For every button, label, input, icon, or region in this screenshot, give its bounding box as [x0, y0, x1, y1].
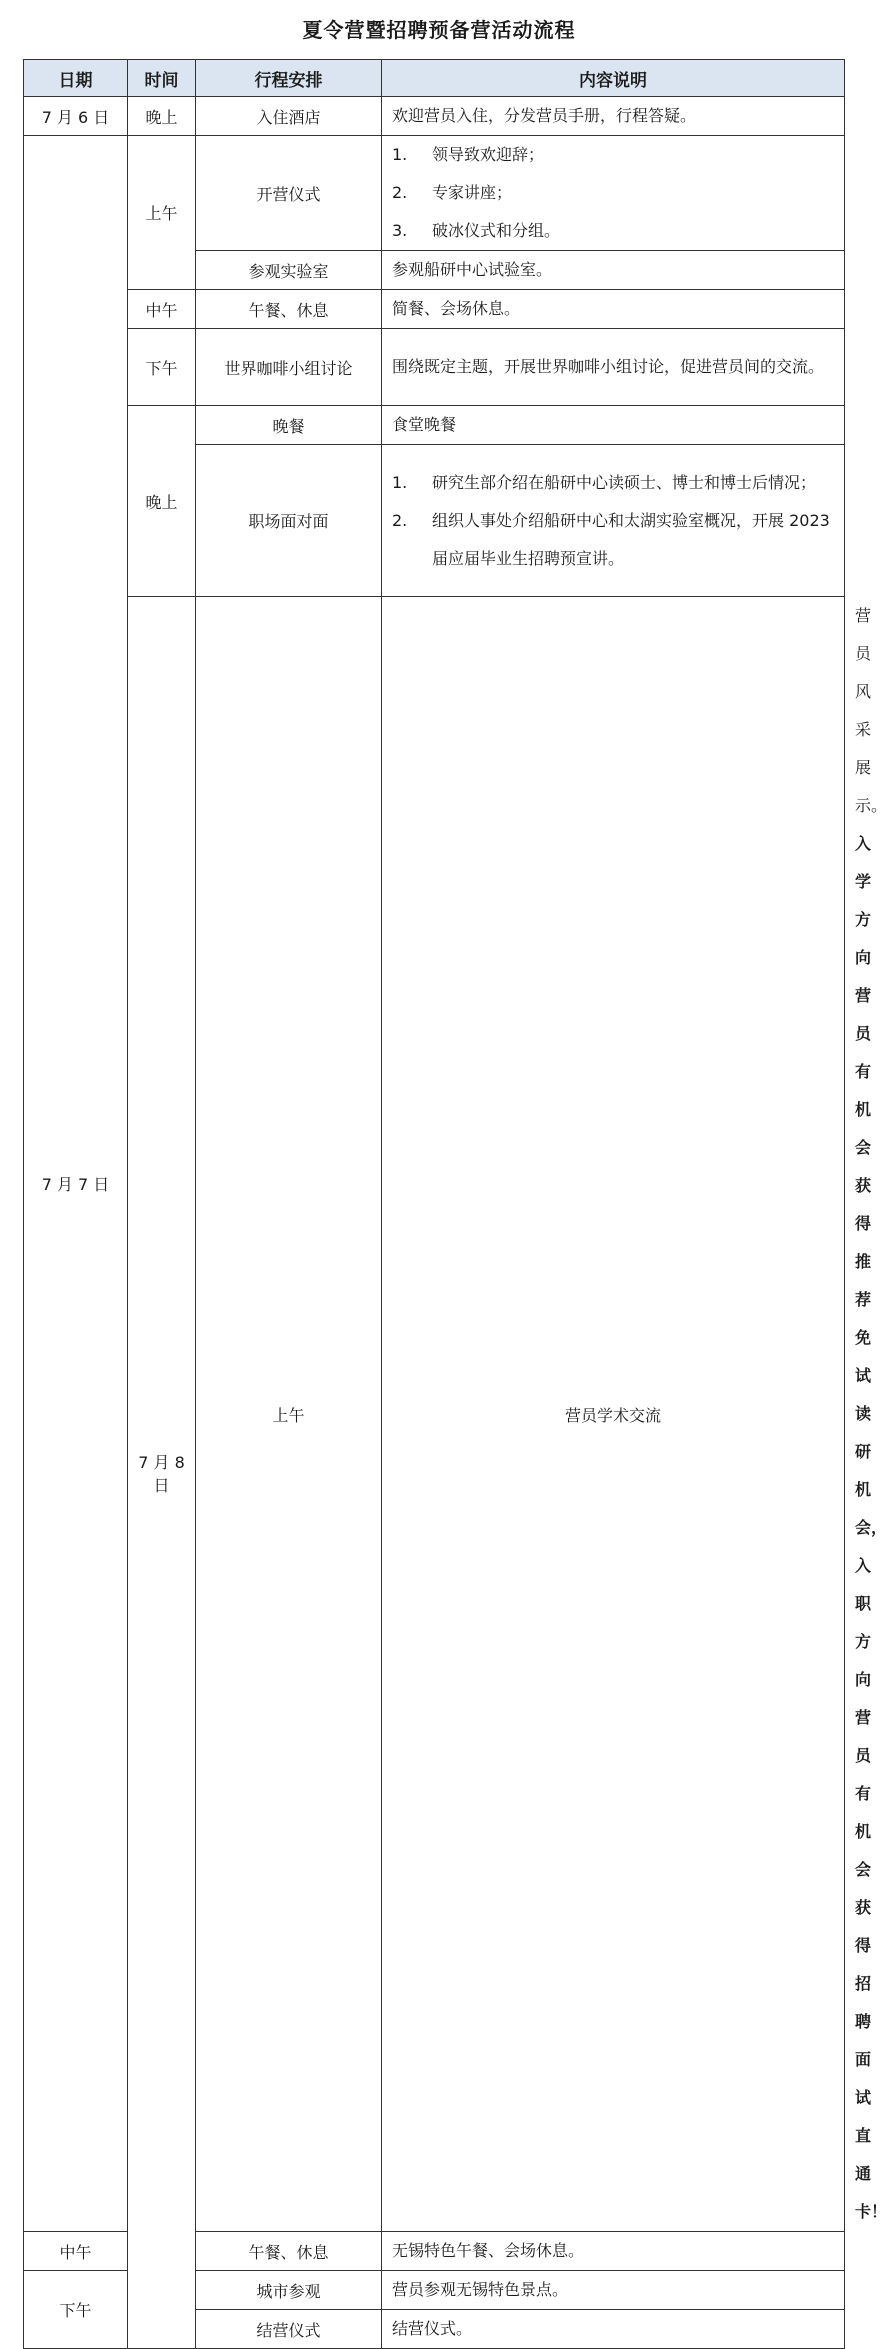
activity-cell: 城市参观 — [196, 2271, 382, 2310]
table-row — [24, 136, 845, 251]
content-cell — [382, 136, 845, 251]
activity-cell: 职场面对面 — [196, 445, 382, 597]
schedule-table — [23, 59, 887, 2349]
content-cell: 欢迎营员入住，分发营员手册，行程答疑。 — [382, 97, 845, 136]
activity-cell: 营员学术交流 — [382, 597, 845, 2232]
list-item — [392, 502, 838, 578]
content-plain: 营员风采展示。 — [855, 606, 887, 815]
page-title: 夏令营暨招聘预备营活动流程 — [302, 18, 576, 42]
time-cell: 中午 — [128, 290, 196, 329]
activity-cell: 世界咖啡小组讨论 — [196, 329, 382, 406]
content-cell: 食堂晚餐 — [382, 406, 845, 445]
list-text: 专家讲座； — [432, 183, 513, 202]
content-cell: 无锡特色午餐、会场休息。 — [382, 2232, 845, 2271]
time-cell: 上午 — [196, 597, 382, 2232]
list-item — [392, 136, 838, 174]
content-cell: 围绕既定主题，开展世界咖啡小组讨论，促进营员间的交流。 — [382, 329, 845, 406]
activity-cell: 参观实验室 — [196, 251, 382, 290]
content-bold: 入学方向营员有机会获得推荐免试读研机会，入职方向营员有机会获得招聘面试直通卡！ — [855, 834, 887, 2221]
time-cell: 下午 — [128, 329, 196, 406]
activity-cell: 入住酒店 — [196, 97, 382, 136]
activity-cell: 结营仪式 — [196, 2310, 382, 2349]
list-text: 破冰仪式和分组。 — [432, 221, 561, 240]
list-item — [392, 212, 838, 250]
date-cell: 7 月 7 日 — [24, 136, 128, 2232]
table-row — [24, 329, 845, 406]
opening-items — [392, 136, 838, 250]
list-item — [392, 174, 838, 212]
list-number: 1. — [392, 145, 408, 164]
list-number: 3. — [392, 221, 408, 240]
table-row — [24, 406, 845, 445]
header-activity: 行程安排 — [196, 60, 382, 97]
list-text: 组织人事处介绍船研中心和太湖实验室概况，开展 2023 届应届毕业生招聘预宣讲。 — [432, 510, 830, 568]
time-cell: 中午 — [24, 2232, 128, 2271]
header-date: 日期 — [24, 60, 128, 97]
content-cell — [382, 445, 845, 597]
header-row — [24, 60, 845, 97]
table-row — [24, 597, 845, 2232]
list-number: 1. — [392, 472, 408, 492]
content-cell: 简餐、会场休息。 — [382, 290, 845, 329]
time-cell: 晚上 — [128, 97, 196, 136]
table-row — [24, 97, 845, 136]
header-content: 内容说明 — [382, 60, 845, 97]
header-time: 时间 — [128, 60, 196, 97]
list-text: 研究生部介绍在船研中心读硕士、博士和博士后情况； — [432, 472, 817, 492]
list-text: 领导致欢迎辞； — [432, 145, 545, 164]
date-cell: 7 月 6 日 — [24, 97, 128, 136]
activity-cell: 晚餐 — [196, 406, 382, 445]
content-cell: 参观船研中心试验室。 — [382, 251, 845, 290]
activity-cell: 午餐、休息 — [196, 2232, 382, 2271]
list-item — [392, 464, 838, 502]
list-number: 2. — [392, 510, 408, 530]
time-cell: 下午 — [24, 2271, 128, 2349]
table-row — [24, 290, 845, 329]
list-number: 2. — [392, 183, 408, 202]
date-cell: 7 月 8 日 — [128, 597, 196, 2349]
activity-cell: 午餐、休息 — [196, 290, 382, 329]
time-cell: 上午 — [128, 136, 196, 290]
activity-cell: 开营仪式 — [196, 136, 382, 251]
career-items — [392, 464, 838, 578]
content-cell: 结营仪式。 — [382, 2310, 845, 2349]
content-cell: 营员参观无锡特色景点。 — [382, 2271, 845, 2310]
time-cell: 晚上 — [128, 406, 196, 597]
